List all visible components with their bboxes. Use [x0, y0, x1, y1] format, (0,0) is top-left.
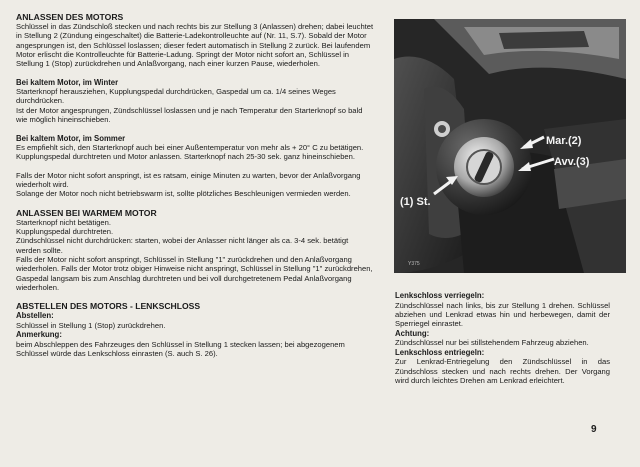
note-subheading: Anmerkung: [16, 330, 62, 340]
warm-paragraph-2: Kupplungspedal durchtreten. [16, 226, 114, 236]
unlock-paragraph: Zur Lenkrad-Entriegelung den Zündschlüssel in das Zündschloss stecken und nach rechts drehen. Der Vorgang wird durch leichtes Drehen am Lenkrad erleichtert. [395, 357, 610, 385]
start-heading: ANLASSEN DES MOTORS [16, 12, 124, 22]
fail-paragraph-1: Falls der Motor nicht sofort anspringt, ist es ratsam, einige Minuten zu warten, bevor der Anlaßvorgang wiederholt wird. [16, 170, 361, 189]
ignition-photo [394, 19, 626, 273]
winter-heading: Bei kaltem Motor, im Winter [16, 77, 119, 87]
winter-paragraph-2: Ist der Motor angesprungen, Zündschlüssel loslassen und je nach Temperatur den Starterknopf so bald wie möglich hineinschieben. [16, 105, 363, 125]
warm-heading: ANLASSEN BEI WARMEM MOTOR [16, 207, 157, 218]
unlock-heading: Lenkschloss entriegeln: [395, 347, 485, 357]
fail-paragraph-2: Solange der Motor noch nicht betriebswarm ist, sollte plötzliches Beschleunigen vermieden werden. [16, 189, 351, 199]
caution-paragraph: Zündschlüssel nur bei stillstehendem Fahrzeug abziehen. [395, 338, 589, 348]
stop-paragraph-2: beim Abschleppen des Fahrzeuges den Schlüssel in Stellung 1 stecken lassen; bei abgezogenem Schlüssel würde das Lenkschloss einrasten (S. auch S. 26). [16, 339, 345, 358]
ignition-photo-drawing [394, 19, 626, 273]
page-number: 9 [591, 424, 597, 435]
stop-subheading: Abstellen: [16, 311, 54, 321]
summer-heading: Bei kaltem Motor, im Sommer [16, 133, 126, 143]
right-column [395, 291, 610, 385]
start-paragraph: Schlüssel in das Zündschloß stecken und nach rechts bis zur Stellung 3 (Anlassen) drehen; dabei leuchtet in Stellung 2 (Zündung eingeschaltet) die Batterie-Ladekontrolleuchte auf (Nr. 11, S.7). Sobald der Motor angesprungen ist, den Schlüssel loslassen; dieser federt automatisch in Stellung 2 zurück. Bei laufendem Motor erlischt die Kontrolleuchte für Batterie-Ladung. Springt der Motor nicht sofort an, Schlüssel in Stellung 1 (Stop) zurückdrehen und Anlaßvorgang, nach einer kurzen Pause, wiederholen. [16, 22, 374, 69]
warm-paragraph-3: Zündschlüssel nicht durchdrücken: starten, wobei der Anlasser nicht länger als ca. 3-4 sek. betätigt werden sollte. [16, 236, 349, 255]
warm-paragraph-4: Falls der Motor nicht sofort anspringt, Schlüssel in Stellung "1" zurückdrehen und den Anlaßvorgang wiederholen. Falls der Motor trotz obiger Hinweise nicht anspringt, Schlüssel in Stellung "1" zurückdrehen, Gaspedal langsam bis zum Anschlag durchtreten und bei voll durchgetretenem Pedal Anlaßvorgang wiederholen. [16, 255, 373, 293]
lock-heading: Lenkschloss verriegeln: [395, 291, 485, 300]
stop-heading: ABSTELLEN DES MOTORS - LENKSCHLOSS [16, 301, 201, 312]
left-column [16, 12, 374, 358]
label-st: (1) St. [400, 196, 431, 208]
warm-paragraph-1: Starterknopf nicht betätigen. [16, 217, 111, 227]
label-mar: Mar.(2) [546, 135, 582, 147]
winter-paragraph-1: Starterknopf herausziehen, Kupplungspedal durchdrücken, Gaspedal um ca. 1/4 seines Weges durchdrücken. [16, 87, 336, 106]
label-avv: Avv.(3) [554, 156, 590, 168]
photo-code: Y375 [408, 261, 420, 267]
stop-paragraph-1: Schlüssel in Stellung 1 (Stop) zurückdrehen. [16, 320, 166, 330]
summer-paragraph: Es empfiehlt sich, den Starterknopf auch bei einer Außentemperatur von mehr als + 20° C zu betätigen. Kupplungspedal durchtreten und Motor anlassen. Starterknopf nach 25-30 sek. ganz hineinschieben. [16, 142, 364, 162]
lock-paragraph: Zündschlüssel nach links, bis zur Stellung 1 drehen. Schlüssel abziehen und Lenkrad etwas hin und herbewegen, damit der Sperriegel einrastet. [395, 300, 610, 329]
caution-heading: Achtung: [395, 328, 430, 338]
